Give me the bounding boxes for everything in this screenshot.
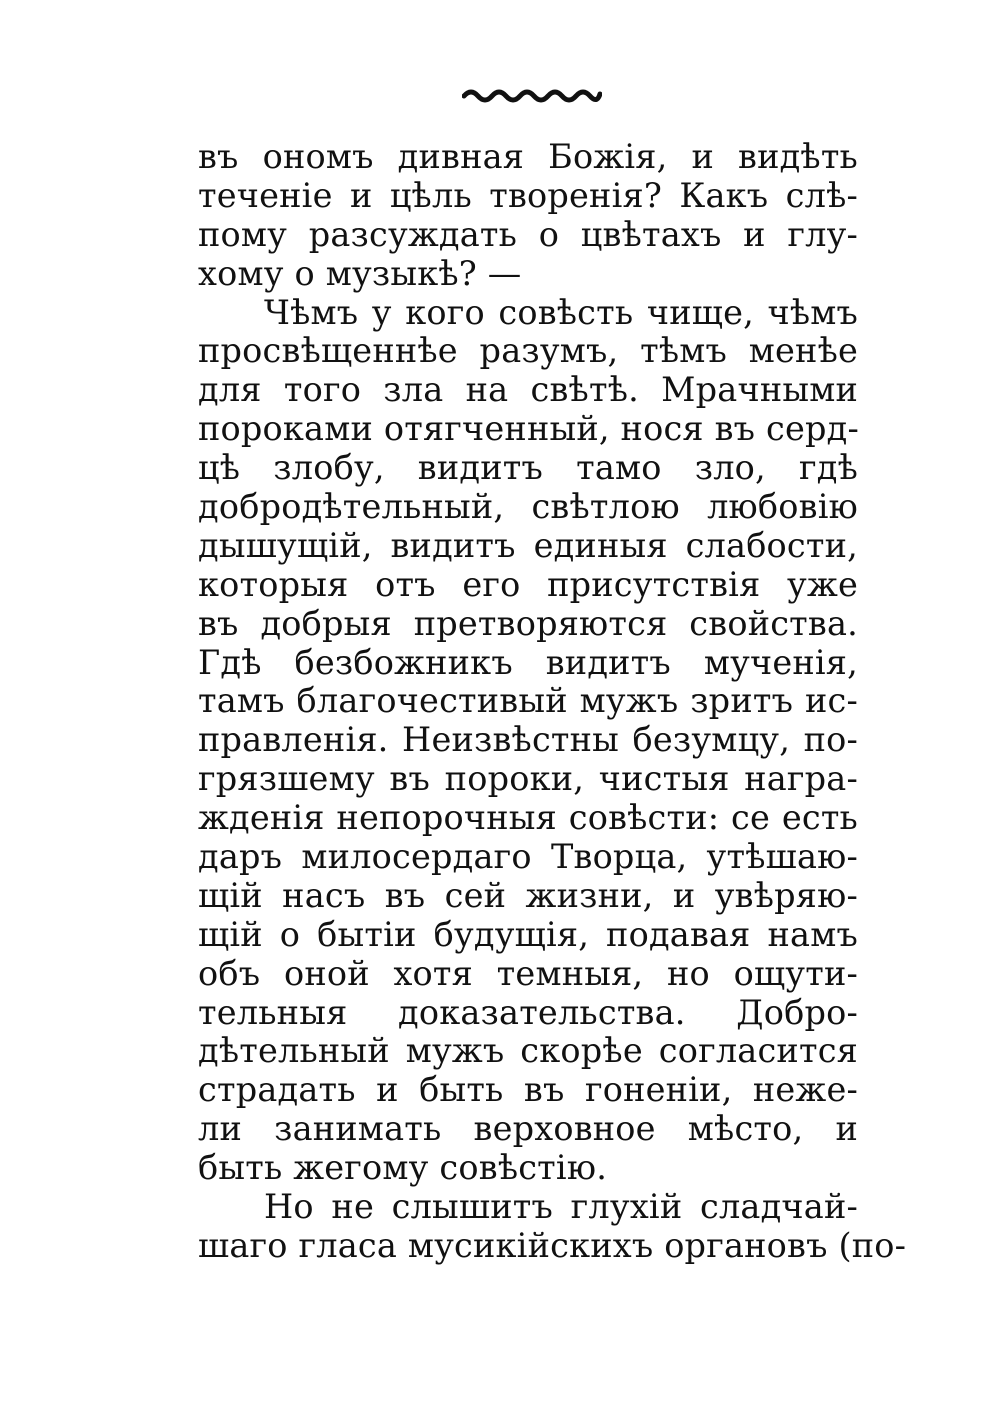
text-line: шаго гласа мусикійскихъ органовъ (по- (198, 1225, 907, 1265)
text-line: тельныя доказательства. Добро- (198, 992, 858, 1032)
text-line: Гдѣ безбожникъ видитъ мученія, (198, 642, 858, 682)
text-line: пороками отягченный, нося въ серд- (198, 409, 859, 449)
text-line: дѣтельный мужъ скорѣе согласится (198, 1031, 858, 1071)
text-line: Чѣмъ у кого совѣсть чище, чѣмъ (264, 292, 858, 332)
text-line: просвѣщеннѣе разумъ, тѣмъ менѣе (198, 331, 858, 371)
text-line: дышущій, видитъ единыя слабости, (198, 525, 858, 565)
text-line: щій насъ въ сей жизни, и увѣряю- (198, 875, 858, 915)
text-line: Но не слышитъ глухій сладчай- (264, 1187, 858, 1227)
text-line: объ оной хотя темныя, но ощути- (198, 953, 858, 993)
text-line: ли занимать верховное мѣсто, и (198, 1109, 858, 1149)
text-line: пому разсуждать о цвѣтахъ и глу- (198, 214, 858, 254)
text-line: тамъ благочестивый мужъ зритъ ис- (198, 681, 858, 721)
text-line: быть жегому совѣстію. (198, 1148, 608, 1188)
text-line: которыя отъ его присутствія уже (198, 564, 858, 604)
text-line: грязшему въ пороки, чистыя награ- (198, 759, 858, 799)
text-line: цѣ злобу, видитъ тамо зло, гдѣ (198, 448, 858, 488)
text-line: даръ милосердаго Творца, утѣшаю- (198, 837, 858, 877)
text-line: въ ономъ дивная Божія, и видѣть (198, 137, 858, 176)
text-line: щій о бытіи будущія, подавая намъ (198, 914, 858, 954)
text-line: въ добрыя претворяются свойства. (198, 603, 858, 643)
text-line: для того зла на свѣтѣ. Мрачными (198, 370, 858, 410)
text-line: хому о музыкѣ? — (198, 253, 522, 293)
text-line: жденія непорочныя совѣсти: се есть (198, 798, 858, 838)
text-line: страдать и быть въ гоненіи, неже- (198, 1070, 858, 1110)
page-text (198, 137, 907, 1266)
text-line: добродѣтельный, свѣтлою любовію (198, 487, 858, 527)
text-line: теченіе и цѣль творенія? Какъ слѣ- (198, 175, 858, 215)
text-line: правленія. Неизвѣстны безумцу, по- (198, 720, 858, 760)
ornament-icon (462, 84, 602, 106)
